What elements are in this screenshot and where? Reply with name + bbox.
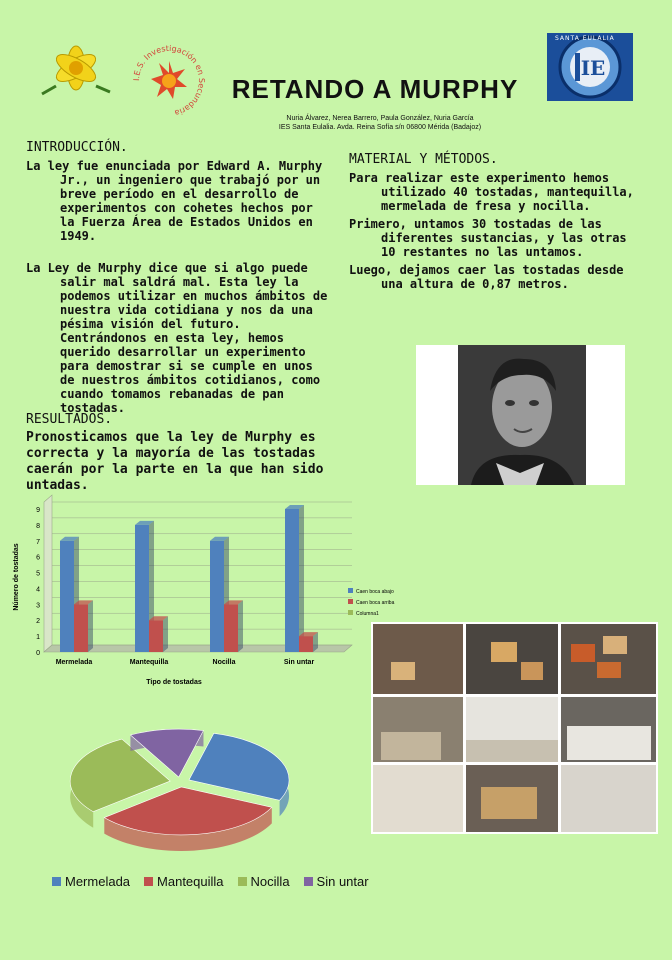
legend-label: Caen boca abajo [356, 589, 394, 595]
legend-swatch [348, 610, 353, 615]
methods-paragraph-2: Primero, untamos 30 tostadas de las diferentes sustancias, y las otras 10 restantes no las untamos. [349, 217, 627, 259]
intro-paragraph-2: La Ley de Murphy dice que si algo puede salir mal saldrá mal. Esta ley la podemos utilizar en muchos ámbitos de nuestra vida cotidiana y nos da una pésima visión del futuro. Centrándonos en esta ley, hemos querido desarrollar un experimento para demostrar si se cumple en unos de nuestros ámbitos cotidianos, como cuando tomamos rebanadas de pan tostadas. [26, 261, 328, 415]
flower-logo [40, 36, 112, 96]
pie-legend-swatch [238, 877, 247, 886]
methods-paragraph-3: Luego, dejamos caer las tostadas desde una altura de 0,87 metros. [349, 263, 624, 291]
bar-chart [8, 490, 395, 690]
y-tick-label: 5 [36, 570, 40, 578]
methods-heading: MATERIAL Y MÉTODOS. [349, 152, 498, 167]
pie-slice [189, 733, 289, 800]
bar-side [299, 505, 304, 652]
y-tick-label: 1 [36, 634, 40, 642]
bar-side [88, 600, 93, 652]
legend-swatch [348, 599, 353, 604]
svg-text:IE: IE [580, 56, 606, 80]
pie-legend-item [304, 874, 369, 889]
intro-heading: INTRODUCCIÓN. [26, 140, 128, 155]
methods-paragraph-1: Para realizar este experimento hemos utilizado 40 tostadas, mantequilla, mermelada de fresa y nocilla. [349, 171, 634, 213]
bar [74, 604, 88, 652]
pie-legend [52, 874, 392, 889]
logo-ring-text: I.E.S. Investigación en Secundaria [131, 43, 207, 118]
pie-chart-svg [60, 720, 380, 870]
authors-address: IES Santa Eulalia. Avda. Reina Sofía s/n 06800 Mérida (Badajoz) [278, 124, 482, 131]
bar-side [163, 616, 168, 652]
bar-chart-side-wall [44, 495, 52, 652]
pie-legend-label: Mermelada [65, 874, 131, 889]
bar [149, 620, 163, 652]
pie-legend-swatch [52, 877, 61, 886]
bar-side [238, 600, 243, 652]
pie-chart [60, 720, 380, 870]
experiment-photo-collage [371, 622, 658, 834]
pie-legend-swatch [144, 877, 153, 886]
intro-section [26, 140, 334, 415]
legend-label: Caen boca arriba [356, 600, 395, 606]
y-tick-label: 0 [36, 650, 40, 657]
pie-legend-item [52, 874, 130, 889]
x-tick-label: Sin untar [283, 659, 315, 666]
page-title: RETANDO A MURPHY [231, 74, 519, 104]
legend-swatch [348, 588, 353, 593]
y-tick-label: 9 [36, 507, 40, 514]
y-tick-label: 6 [36, 554, 40, 562]
x-tick-label: Mantequilla [129, 659, 169, 666]
murphy-portrait-photo [416, 345, 625, 485]
pie-legend-label: Nocilla [250, 874, 290, 889]
results-heading: RESULTADOS. [26, 412, 113, 427]
authors [230, 114, 530, 132]
bar [285, 509, 299, 652]
y-tick-label: 3 [36, 602, 40, 610]
bar-chart-svg [8, 490, 395, 690]
pie-legend-swatch [304, 877, 313, 886]
bar [135, 525, 149, 652]
y-tick-label: 2 [36, 618, 40, 626]
results-paragraph: Pronosticamos que la ley de Murphy es correcta y la mayoría de las tostadas caerán por la parte en la que han sido untadas. [26, 430, 324, 493]
bar [210, 541, 224, 652]
pie-legend-label: Sin untar [316, 874, 369, 889]
x-tick-label: Nocilla [212, 659, 236, 666]
x-axis-title: Tipo de tostadas [146, 679, 202, 686]
intro-paragraph-1: La ley fue enunciada por Edward A. Murphy Jr., un ingeniero que trabajó por un breve período en el desarrollo de experimentos con cohetes hechos por la Fuerza Área de Estados Unidos en 1949. [26, 159, 323, 243]
bar [224, 604, 238, 652]
pie-legend-item [238, 874, 290, 889]
y-tick-label: 8 [36, 522, 40, 530]
results-section [26, 412, 356, 494]
methods-section [349, 152, 641, 291]
bar [299, 636, 313, 652]
authors-names: Nuria Álvarez, Nerea Barrero, Paula González, Nuria García [286, 115, 474, 122]
y-tick-label: 7 [36, 538, 40, 546]
bar [60, 541, 74, 652]
pie-legend-label: Mantequilla [157, 874, 224, 889]
y-tick-label: 4 [36, 586, 40, 594]
x-tick-label: Mermelada [55, 659, 93, 666]
pie-legend-item [144, 874, 224, 889]
logo-right-text: SANTA EULALIA [555, 35, 615, 42]
y-axis-title: Número de tostadas [13, 543, 20, 611]
legend-label: Columna1 [356, 611, 379, 617]
